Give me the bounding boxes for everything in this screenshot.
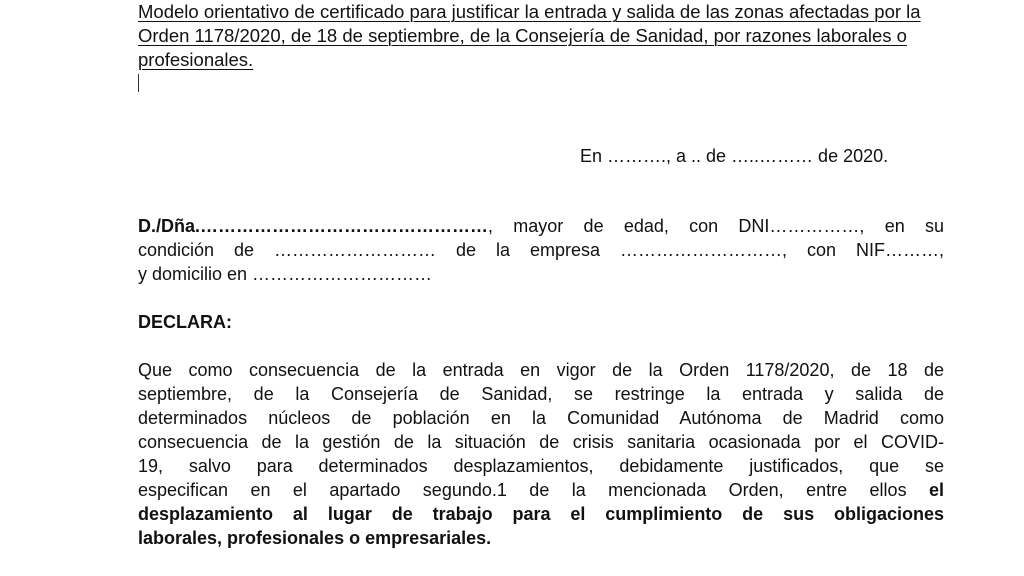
- text-cursor: [138, 74, 139, 92]
- date-line: En ………., a .. de …..……… de 2020.: [580, 146, 889, 166]
- declara-heading: DECLARA:: [138, 312, 232, 332]
- body-line-8: laborales, profesionales o empresariales.: [138, 528, 492, 548]
- body-line-1: Que como consecuencia de la entrada en vigor de la Orden 1178/2020, de 18 de: [138, 360, 944, 380]
- identity-paragraph: [138, 214, 944, 286]
- body-line-3: determinados núcleos de población en la Comunidad Autónoma de Madrid como: [138, 408, 944, 428]
- body-line-6-normal: especifican en el apartado segundo.1 de la mencionada Orden, entre ellos: [138, 480, 929, 500]
- identity-line-1-rest: , mayor de edad, con DNI……………, en su: [488, 216, 944, 236]
- body-line-4: consecuencia de la gestión de la situación de crisis sanitaria ocasionada por el COVID-: [138, 432, 944, 452]
- body-line-7: desplazamiento al lugar de trabajo para el cumplimiento de sus obligaciones: [138, 504, 944, 524]
- name-dots: …………………………………………: [200, 216, 489, 236]
- declaration-paragraph: [138, 358, 944, 550]
- body-line-2: septiembre, de la Consejería de Sanidad, se restringe la entrada y salida de: [138, 384, 944, 404]
- name-label: D./Dña.: [138, 216, 201, 236]
- body-line-6: [138, 478, 944, 502]
- identity-line-1: [138, 214, 944, 238]
- body-line-6-bold: el: [928, 480, 944, 500]
- identity-line-3: y domicilio en …………………………: [138, 264, 433, 284]
- identity-line-2: condición de ……………………… de la empresa ………………………, con NIF………,: [138, 240, 944, 260]
- document-title: Modelo orientativo de certificado para justificar la entrada y salida de las zonas afectadas por la Orden 1178/2020, de 18 de septiembre, de la Consejería de Sanidad, por razones laborales o profesionales.: [138, 1, 921, 70]
- body-line-5: 19, salvo para determinados desplazamientos, debidamente justificados, que se: [138, 456, 944, 476]
